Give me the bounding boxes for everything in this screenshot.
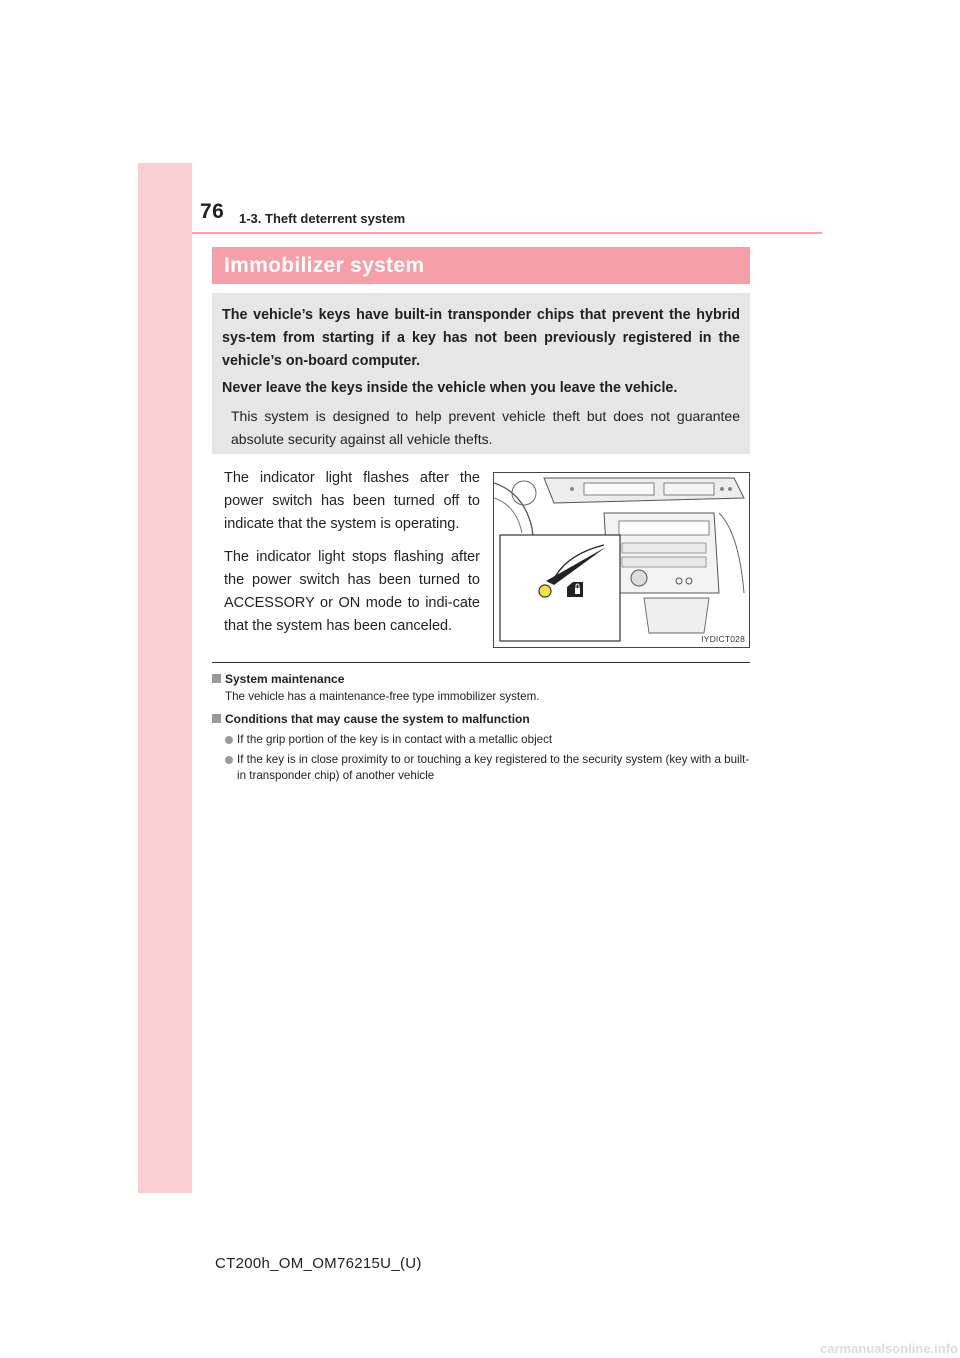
page-number: 76 <box>200 200 225 223</box>
side-tab-band <box>138 163 192 1193</box>
page-title: Immobilizer system <box>224 253 425 277</box>
round-bullet-icon <box>225 736 233 744</box>
list-item <box>212 732 752 748</box>
figure-code: IYDICT028 <box>701 634 745 644</box>
round-bullet-icon <box>225 756 233 764</box>
note-heading <box>212 670 752 688</box>
square-bullet-icon <box>212 674 221 683</box>
intro-note: This system is designed to help prevent vehicle theft but does not guarantee absolute security against all vehicle thefts. <box>231 408 740 447</box>
intro-warning: Never leave the keys inside the vehicle when you leave the vehicle. <box>222 380 678 396</box>
list-item-text: If the grip portion of the key is in contact with a metallic object <box>237 733 553 746</box>
note-heading-text: Conditions that may cause the system to malfunction <box>225 712 530 726</box>
note-heading-text: System maintenance <box>225 672 345 686</box>
body-paragraph-flashing: The indicator light flashes after the power switch has been turned off to indicate that the system is operating. <box>224 470 480 532</box>
body-text <box>224 467 480 648</box>
indicator-light <box>539 585 551 597</box>
square-bullet-icon <box>212 714 221 723</box>
note-text: The vehicle has a maintenance-free type immobilizer system. <box>225 690 540 703</box>
list-item <box>212 752 752 784</box>
notes-section <box>212 670 752 784</box>
watermark[interactable]: carmanualsonline.info <box>820 1341 958 1356</box>
intro-box <box>212 293 750 454</box>
header-divider <box>192 232 822 234</box>
body-paragraph-stops: The indicator light stops flashing after the power switch has been turned to ACCESSORY or ON mode to indi-cate that the system has been canceled. <box>224 549 480 634</box>
dashboard-illustration <box>493 472 750 648</box>
note-heading <box>212 710 752 728</box>
intro-paragraph: The vehicle’s keys have built-in transponder chips that prevent the hybrid sys-tem from starting if a key has not been previously registered in the vehicle’s on-board computer. <box>222 307 740 369</box>
dashboard-drawing <box>494 473 749 647</box>
section-title: 1-3. Theft deterrent system <box>239 211 406 226</box>
page-title-bar <box>212 247 750 284</box>
section-divider <box>212 662 750 663</box>
document-code: CT200h_OM_OM76215U_(U) <box>215 1255 422 1272</box>
list-item-text: If the key is in close proximity to or touching a key registered to the security system (key with a built-in transponder chip) of another vehicle <box>237 753 750 782</box>
